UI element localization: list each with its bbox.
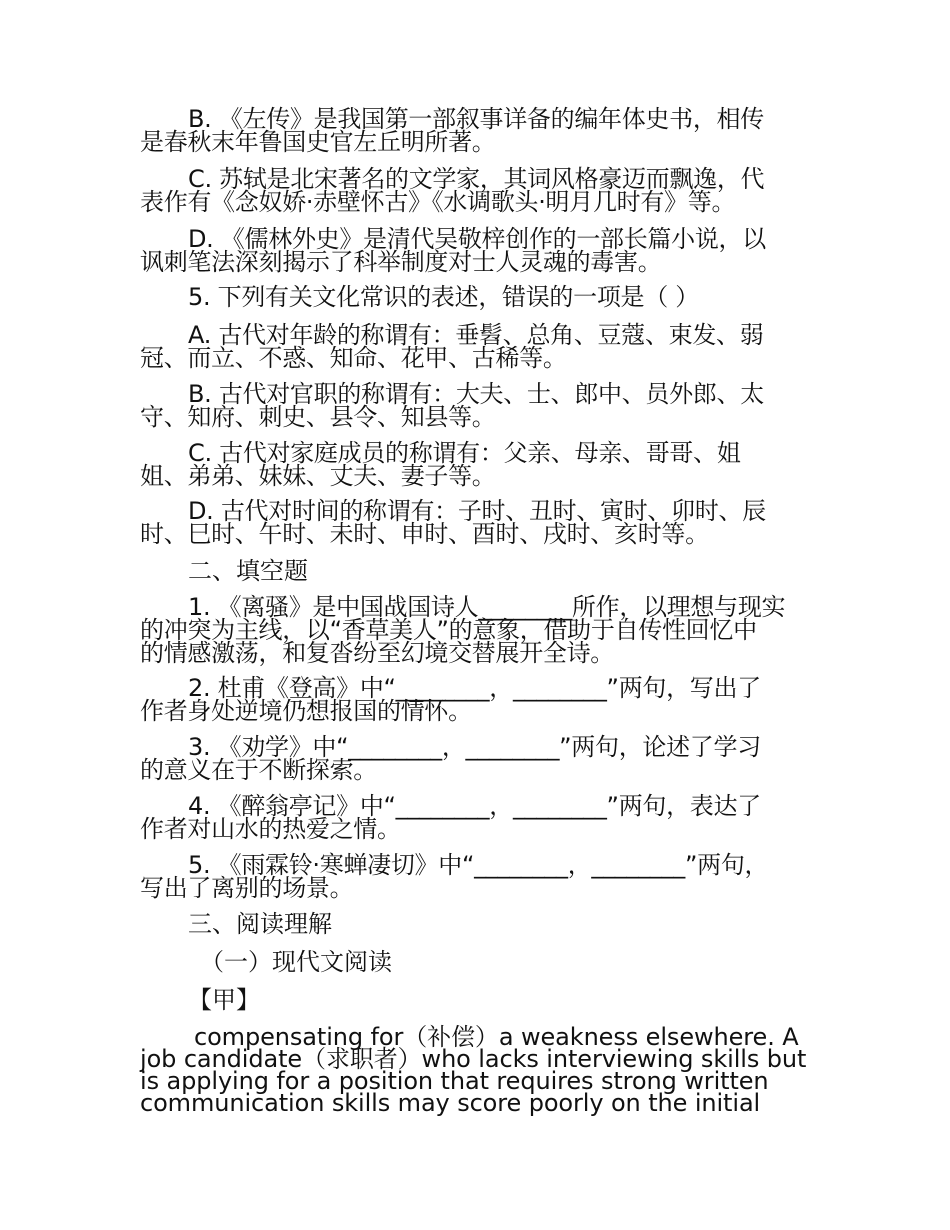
text-line: 表作有《念奴娇·赤壁怀古》《水调歌头·明月几时有》等。 [140, 188, 736, 216]
question-5-option-c [140, 439, 810, 490]
text-line: C. 古代对家庭成员的称谓有：父亲、母亲、哥哥、姐 [188, 439, 741, 467]
text-line: is applying for a position that requires strong written [140, 1067, 769, 1095]
text-line: 讽刺笔法深刻揭示了科举制度对士人灵魂的毒害。 [140, 248, 662, 276]
question-5-option-d [140, 497, 810, 548]
text-line: 的意义在于不断探索。 [140, 756, 377, 784]
text-line: A. 古代对年龄的称谓有：垂髫、总角、豆蔻、束发、弱 [188, 321, 764, 349]
text-line: D. 古代对时间的称谓有：子时、丑时、寅时、卯时、辰 [188, 497, 766, 525]
text-line: 时、巳时、午时、未时、申时、酉时、戌时、亥时等。 [140, 520, 709, 548]
text-line: job candidate（求职者）who lacks interviewing skills but [140, 1045, 807, 1073]
fill-question-4 [140, 792, 810, 843]
text-line: 是春秋末年鲁国史官左丘明所著。 [140, 128, 496, 156]
text-line: 作者对山水的热爱之情。 [140, 815, 401, 843]
fill-question-1 [140, 593, 810, 667]
text-line: D. 《儒林外史》是清代吴敬梓创作的一部长篇小说，以 [188, 225, 766, 253]
text-line: communication skills may score poorly on the initial [140, 1089, 761, 1117]
text-line: 的冲突为主线，以“香草美人”的意象，借助于自传性回忆中 [140, 616, 757, 644]
text-line: 姐、弟弟、妹妹、丈夫、妻子等。 [140, 462, 496, 490]
text-line: 2. 杜甫《登高》中“________，________”两句，写出了 [188, 674, 761, 702]
text-line: 冠、而立、不惑、知命、花甲、古稀等。 [140, 344, 567, 372]
text-line: compensating for（补偿）a weakness elsewhere. A [194, 1023, 799, 1051]
fill-question-3 [140, 733, 810, 784]
english-passage [140, 1023, 830, 1117]
subsection-heading-modern-reading: （一）现代文阅读 [200, 948, 392, 976]
text-line: 4. 《醉翁亭记》中“________，________”两句，表达了 [188, 792, 761, 820]
option-c-sushi [140, 165, 810, 216]
fill-question-2 [140, 674, 810, 725]
text-line: 3. 《劝学》中“________，________”两句，论述了学习 [188, 733, 761, 761]
text-line: 守、知府、刺史、县令、知县等。 [140, 403, 496, 431]
text-line: B. 《左传》是我国第一部叙事详备的编年体史书，相传 [188, 105, 764, 133]
text-line: 的情感激荡，和复沓纷至幻境交替展开全诗。 [140, 639, 614, 667]
text-line: 写出了离别的场景。 [140, 874, 354, 902]
question-5-option-a [140, 321, 810, 372]
section-heading-reading: 三、阅读理解 [188, 910, 332, 938]
question-5 [140, 283, 810, 311]
passage-label-jia: 【甲】 [188, 986, 260, 1014]
text-line: 1. 《离骚》是中国战国诗人________所作，以理想与现实 [188, 593, 786, 621]
text-line: 作者身处逆境仍想报国的情怀。 [140, 697, 472, 725]
option-b-zuozhuan [140, 105, 810, 156]
question-5-option-b [140, 380, 810, 431]
section-heading-fill-in: 二、填空题 [188, 557, 308, 585]
text-line: 5. 下列有关文化常识的表述，错误的一项是（ ） [188, 283, 699, 311]
text-line: C. 苏轼是北宋著名的文学家，其词风格豪迈而飘逸，代 [188, 165, 765, 193]
option-d-rulin [140, 225, 810, 276]
fill-question-5 [140, 851, 810, 902]
text-line: B. 古代对官职的称谓有：大夫、士、郎中、员外郎、太 [188, 380, 764, 408]
text-line: 5. 《雨霖铃·寒蝉凄切》中“________，________”两句， [188, 851, 769, 879]
